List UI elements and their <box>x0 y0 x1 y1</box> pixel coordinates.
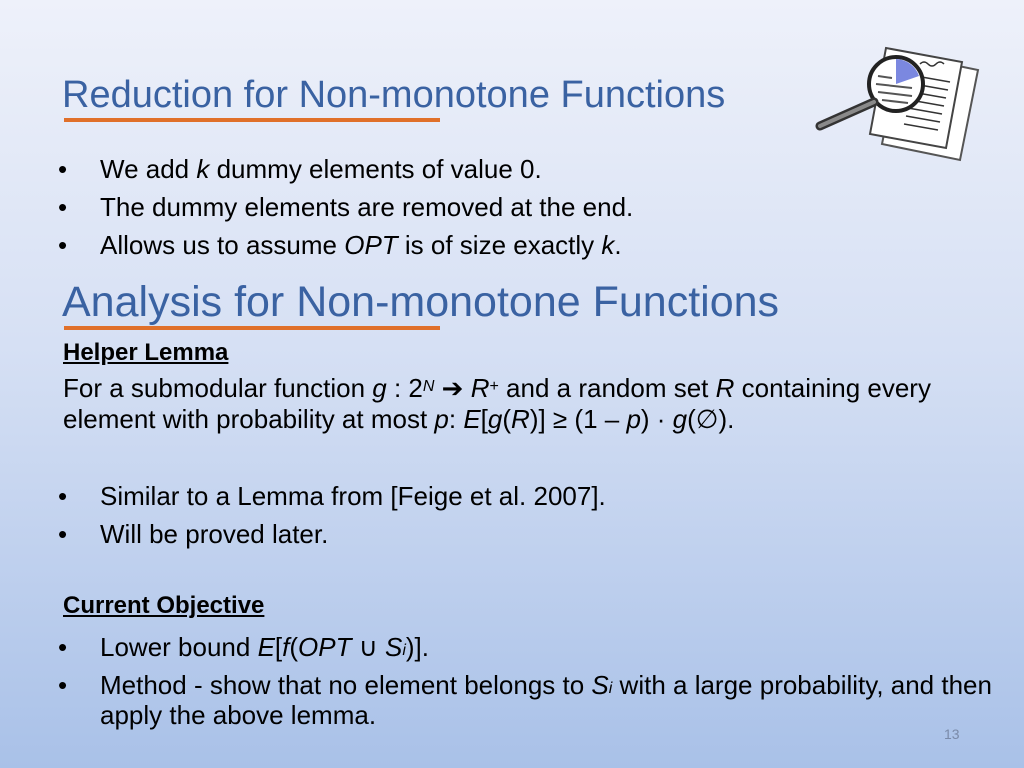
bullet-item: • Method - show that no element belongs to $S_i$ with a large probability, and then apply the above lemma. <box>58 666 1024 730</box>
objective-bullets <box>58 628 1024 730</box>
bullet-item: • We add k dummy elements of value 0. <box>58 150 633 188</box>
lemma-statement: For a submodular function g : $2^N$ ➔ R+ and a random set R containing every element with probability at most p: E[g(R)] ≥ (1 – p) · g(∅). <box>63 373 931 434</box>
helper-lemma-heading: Helper Lemma <box>63 339 229 366</box>
bullet-item: • Will be proved later. <box>58 515 606 553</box>
bullet-item: • Similar to a Lemma from [Feige et al. 2007]. <box>58 477 606 515</box>
bullet-item: • Allows us to assume OPT is of size exactly k. <box>58 226 633 264</box>
current-objective-heading: Current Objective <box>63 592 265 619</box>
lemma-notes-bullets <box>58 477 606 553</box>
magnifier-document-icon <box>812 40 982 162</box>
title-underline <box>64 118 440 122</box>
slide-title-reduction: Reduction for Non-monotone Functions <box>62 74 726 116</box>
bullet-item: • Lower bound E[f(OPT ∪ $S_i$)]. <box>58 628 1024 666</box>
slide-title-analysis: Analysis for Non-monotone Functions <box>62 278 780 326</box>
page-number: 13 <box>944 726 960 742</box>
title-underline <box>64 326 440 330</box>
reduction-bullets <box>58 150 633 264</box>
bullet-item: • The dummy elements are removed at the end. <box>58 188 633 226</box>
